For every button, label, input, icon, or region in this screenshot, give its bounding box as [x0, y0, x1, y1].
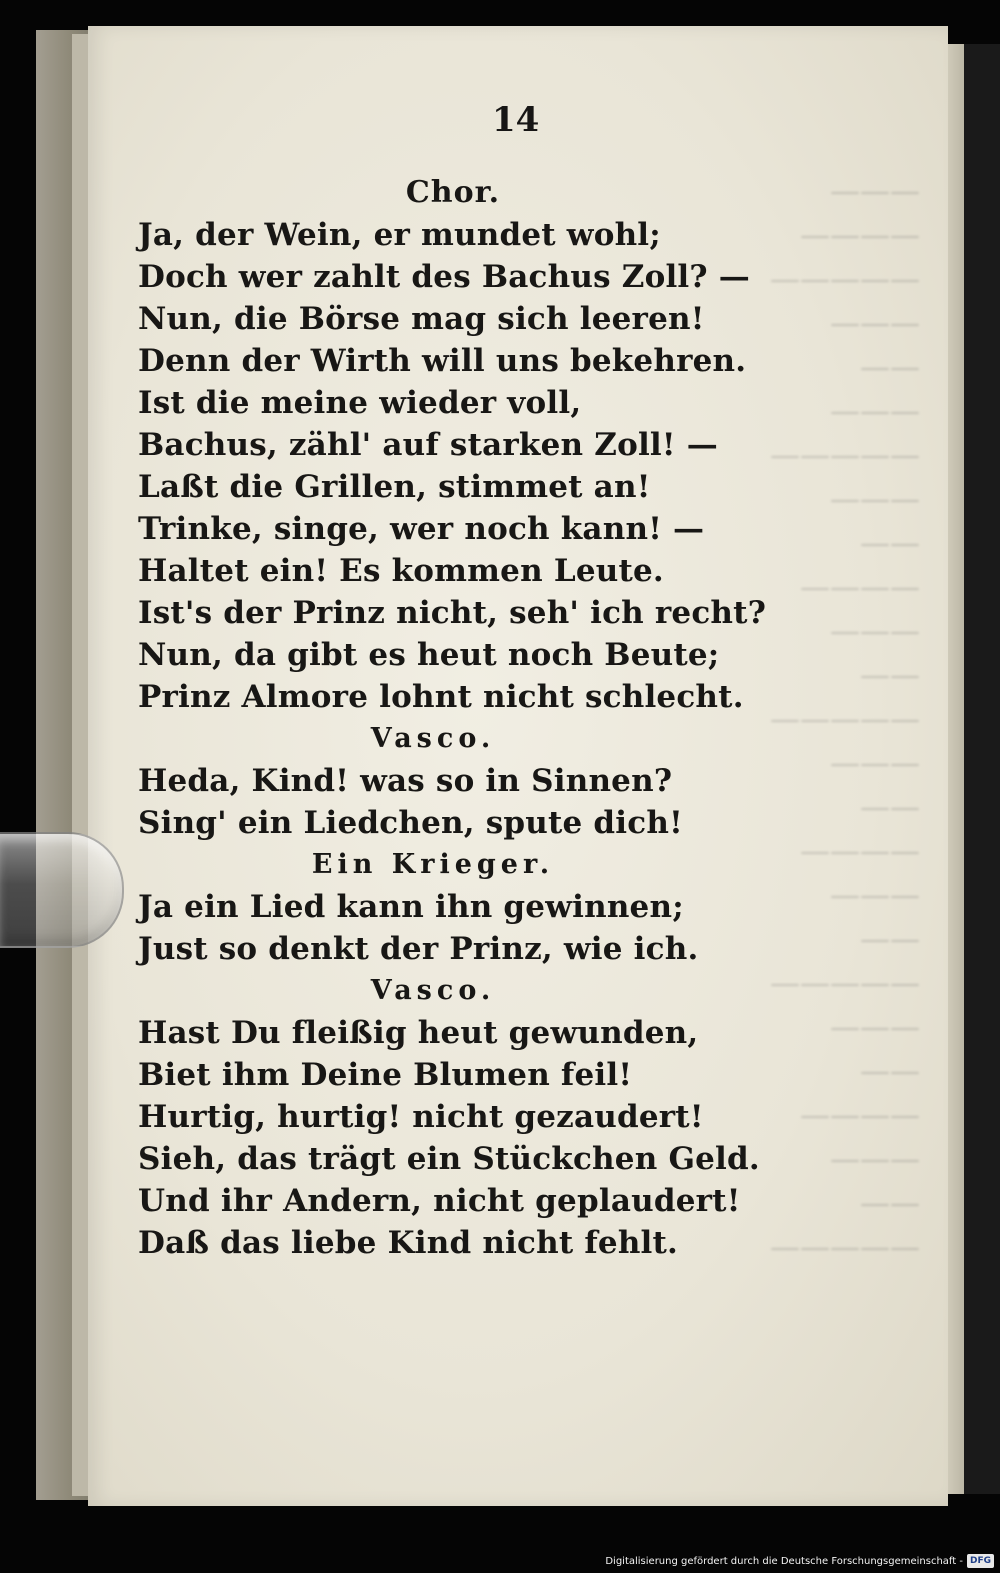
- verse-line: Hast Du fleißig heut gewunden,: [138, 1015, 699, 1051]
- verse-line: Ja, der Wein, er mundet wohl;: [138, 217, 661, 253]
- show-through-from-reverse: ——— ———— ————— ——— —— ——— ————— ——— —— ———— ——— —— ————— ——— —— ———— ——— —— ————— ——— —— ———— ——— —— —————: [770, 174, 920, 1265]
- verse-line: Doch wer zahlt des Bachus Zoll? —: [138, 259, 750, 295]
- play-text: [138, 172, 767, 1264]
- verse-line: Heda, Kind! was so in Sinnen?: [138, 763, 673, 799]
- speaker-heading: Chor.: [405, 175, 501, 210]
- verse-line: Haltet ein! Es kommen Leute.: [138, 553, 664, 589]
- chorus-section: [138, 172, 767, 718]
- verse-line: Sieh, das trägt ein Stückchen Geld.: [138, 1141, 760, 1177]
- verse-line: Prinz Almore lohnt nicht schlecht.: [138, 679, 744, 715]
- verse-line: Nun, da gibt es heut noch Beute;: [138, 637, 720, 673]
- verse-line: Just so denkt der Prinz, wie ich.: [138, 931, 699, 967]
- verse-line: Trinke, singe, wer noch kann! —: [138, 511, 705, 547]
- next-page-edge: [948, 44, 964, 1494]
- vasco-section: [138, 970, 760, 1264]
- verse-line: Biet ihm Deine Blumen feil!: [138, 1057, 633, 1093]
- verse-line: Denn der Wirth will uns bekehren.: [138, 343, 747, 379]
- krieger-section: [138, 844, 728, 970]
- verse-line: Sing' ein Liedchen, spute dich!: [138, 805, 683, 841]
- page-number: 14: [492, 100, 540, 140]
- verse-line: Bachus, zähl' auf starken Zoll! —: [138, 427, 718, 463]
- speaker-heading: Vasco.: [370, 975, 496, 1006]
- verse-line: Nun, die Börse mag sich leeren!: [138, 301, 705, 337]
- verse-line: Ja ein Lied kann ihn gewinnen;: [138, 889, 684, 925]
- credit-text: Digitalisierung gefördert durch die Deutsche Forschungsgemeinschaft -: [605, 1555, 963, 1567]
- verse-line: Und ihr Andern, nicht geplaudert!: [138, 1183, 741, 1219]
- dark-border: [964, 44, 1000, 1494]
- verse-line: Laßt die Grillen, stimmet an!: [138, 469, 651, 505]
- speaker-heading: Vasco.: [370, 723, 496, 754]
- digitization-credit: [605, 1552, 994, 1570]
- magnifier-clip-icon: [0, 832, 124, 948]
- vasco-section: [138, 718, 728, 844]
- verse-line: Hurtig, hurtig! nicht gezaudert!: [138, 1099, 704, 1135]
- verse-line: Ist die meine wieder voll,: [138, 385, 582, 421]
- verse-line: Daß das liebe Kind nicht fehlt.: [138, 1225, 679, 1261]
- dfg-logo-icon: DFG: [967, 1554, 994, 1568]
- speaker-heading: Ein Krieger.: [311, 849, 555, 880]
- verse-line: Ist's der Prinz nicht, seh' ich recht?: [138, 595, 767, 631]
